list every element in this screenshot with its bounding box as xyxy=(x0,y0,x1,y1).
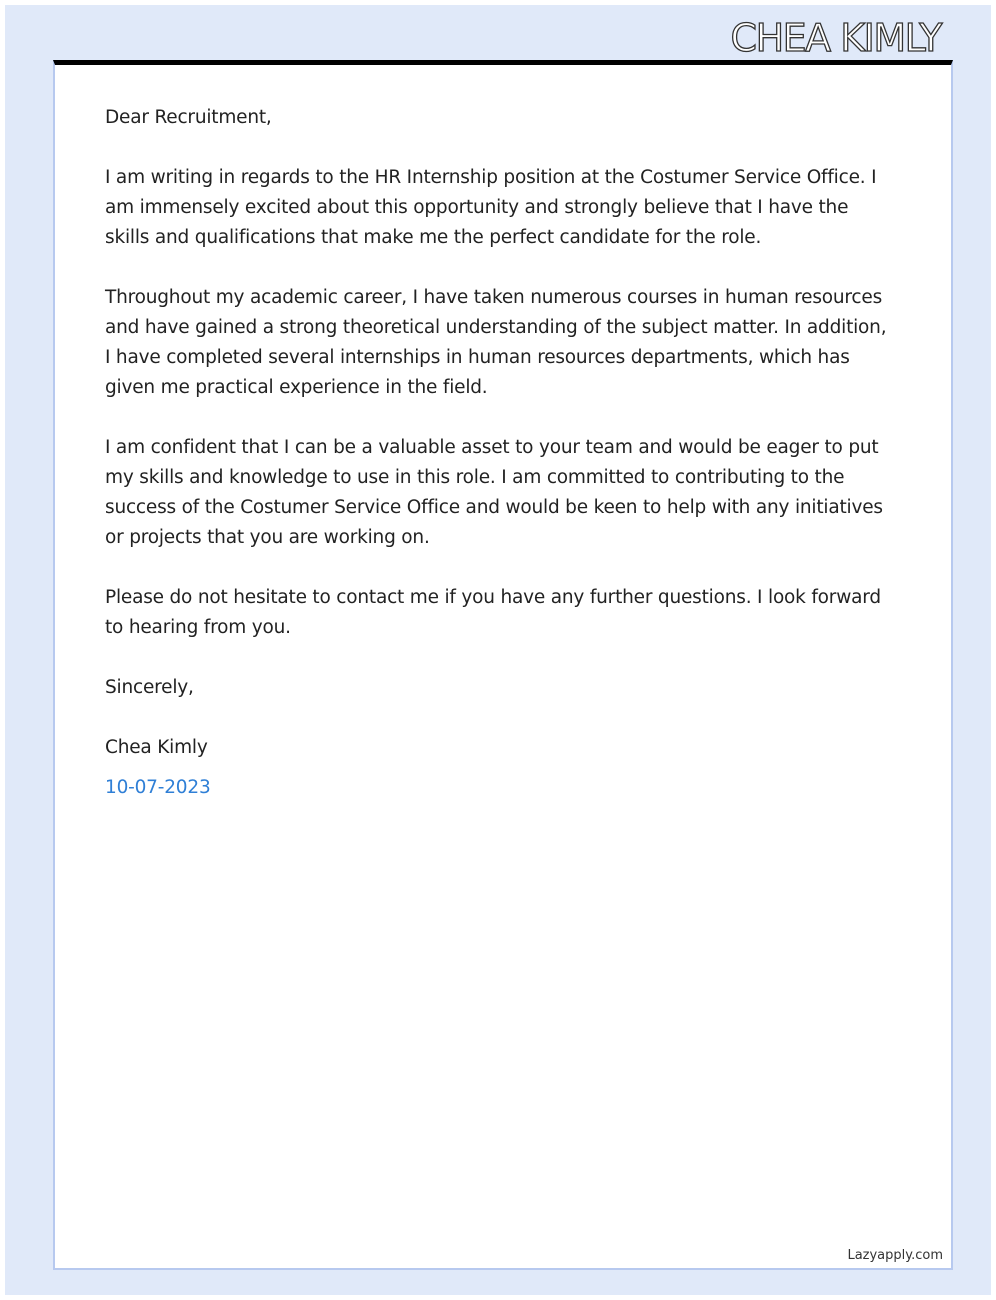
page-background xyxy=(5,5,991,1295)
letter-date: 10-07-2023 xyxy=(105,777,211,798)
cover-letter-body xyxy=(105,103,895,803)
paragraph-4: Please do not hesitate to contact me if you have any further questions. I look forward to hearing from you. xyxy=(105,587,881,638)
closing: Sincerely, xyxy=(105,677,194,698)
paragraph-2: Throughout my academic career, I have taken numerous courses in human resources and have gained a strong theoretical understanding of the subject matter. In addition, I have completed several internships in human resources departments, which has given me practical experience in the field. xyxy=(105,287,887,398)
letter-sheet xyxy=(53,60,953,1270)
applicant-name-header: CHEA KIMLY xyxy=(730,16,941,60)
footer-brand-link[interactable]: Lazyapply.com xyxy=(847,1248,943,1263)
paragraph-1: I am writing in regards to the HR Internship position at the Costumer Service Office. I am immensely excited about this opportunity and strongly believe that I have the skills and qualifications that make me the perfect candidate for the role. xyxy=(105,167,877,248)
signature-name: Chea Kimly xyxy=(105,737,208,758)
salutation: Dear Recruitment, xyxy=(105,107,272,128)
paragraph-3: I am confident that I can be a valuable asset to your team and would be eager to put my skills and knowledge to use in this role. I am committed to contributing to the success of the Costumer Service Office and would be keen to help with any initiatives or projects that you are working on. xyxy=(105,437,883,548)
